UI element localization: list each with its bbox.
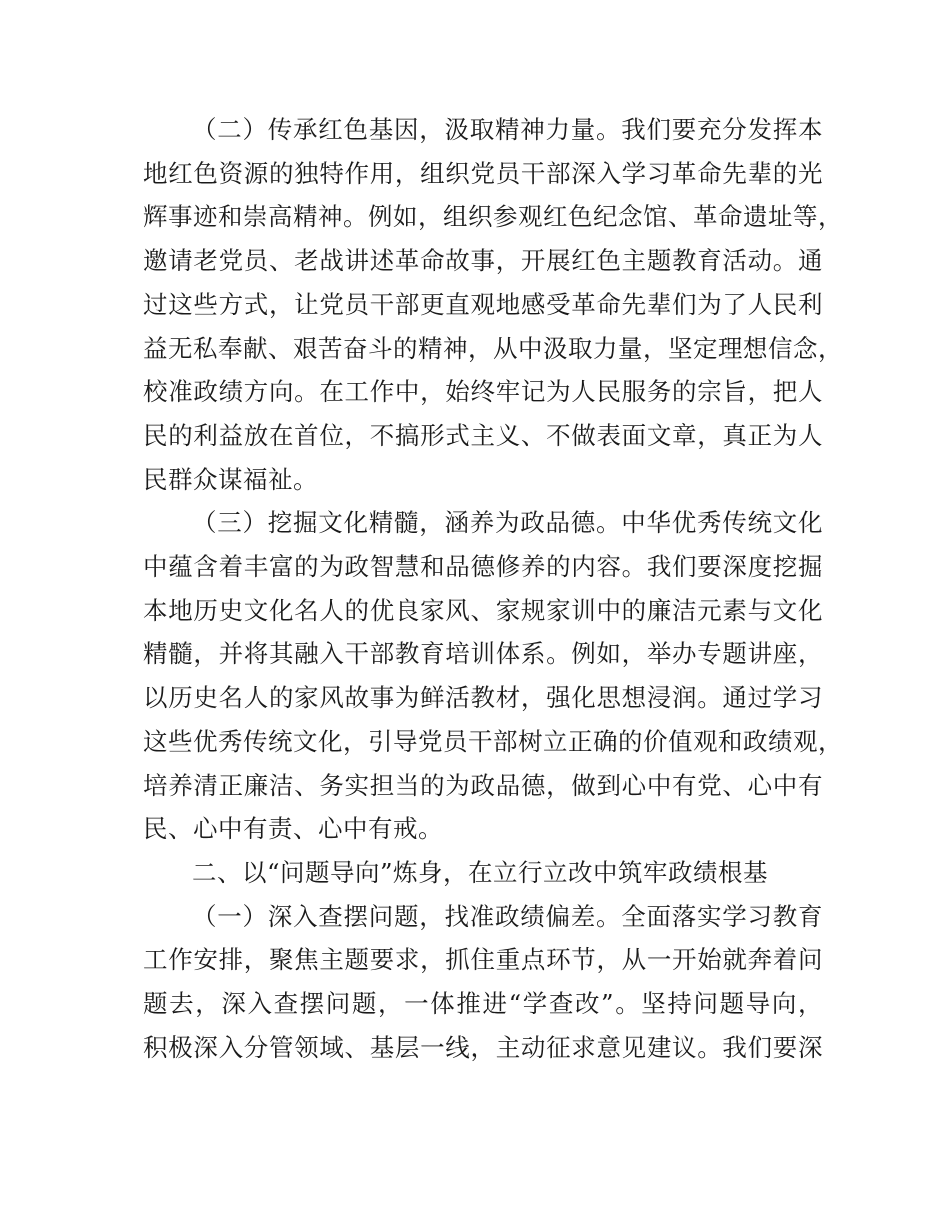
- text-line: 精髓，并将其融入干部教育培训体系。例如，举办专题讲座，: [143, 639, 823, 669]
- text-line: 地红色资源的独特作用，组织党员干部深入学习革命先辈的光: [143, 158, 823, 188]
- text-line: 民的利益放在首位，不搞形式主义、不做表面文章，真正为人: [143, 420, 823, 450]
- paragraph-cultural-essence: [143, 501, 843, 851]
- paragraph-problem-finding: [143, 895, 823, 1070]
- text-line: 培养清正廉洁、务实担当的为政品德，做到心中有党、心中有: [143, 770, 823, 800]
- text-line: 民群众谋福祉。: [143, 464, 318, 494]
- text-line: 题去，深入查摆问题，一体推进“学查改”。坚持问题导向，: [143, 989, 823, 1019]
- text-line: （三）挖掘文化精髓，涵养为政品德。中华优秀传统文化: [192, 508, 823, 538]
- document-body: [143, 108, 843, 1069]
- text-line: 过这些方式，让党员干部更直观地感受革命先辈们为了人民利: [143, 289, 823, 319]
- text-line: 民、心中有责、心中有戒。: [143, 814, 443, 844]
- text-line: 辉事迹和崇高精神。例如，组织参观红色纪念馆、革命遗址等，: [143, 202, 843, 232]
- text-line: 积极深入分管领域、基层一线，主动征求意见建议。我们要深: [143, 1032, 823, 1062]
- text-line: 这些优秀传统文化，引导党员干部树立正确的价值观和政绩观，: [143, 726, 843, 756]
- text-line: 以历史名人的家风故事为鲜活教材，强化思想浸润。通过学习: [143, 683, 823, 713]
- text-line: （二）传承红色基因，汲取精神力量。我们要充分发挥本: [192, 115, 823, 144]
- text-line: 中蕴含着丰富的为政智慧和品德修养的内容。我们要深度挖掘: [143, 552, 823, 582]
- text-line: 工作安排，聚焦主题要求，抓住重点环节，从一开始就奔着问: [143, 945, 823, 975]
- text-line: 益无私奉献、艰苦奋斗的精神，从中汲取力量，坚定理想信念，: [143, 333, 843, 363]
- text-line: 邀请老党员、老战讲述革命故事，开展红色主题教育活动。通: [143, 246, 823, 276]
- text-line: （一）深入查摆问题，找准政绩偏差。全面落实学习教育: [192, 901, 823, 931]
- paragraph-inherit-red-genes: [143, 108, 843, 501]
- text-line: 本地历史文化名人的优良家风、家规家训中的廉洁元素与文化: [143, 595, 823, 625]
- heading-text: 二、以“问题导向”炼身，在立行立改中筑牢政绩根基: [192, 857, 769, 887]
- text-line: 校准政绩方向。在工作中，始终牢记为人民服务的宗旨，把人: [143, 377, 823, 407]
- section-heading: [143, 851, 823, 895]
